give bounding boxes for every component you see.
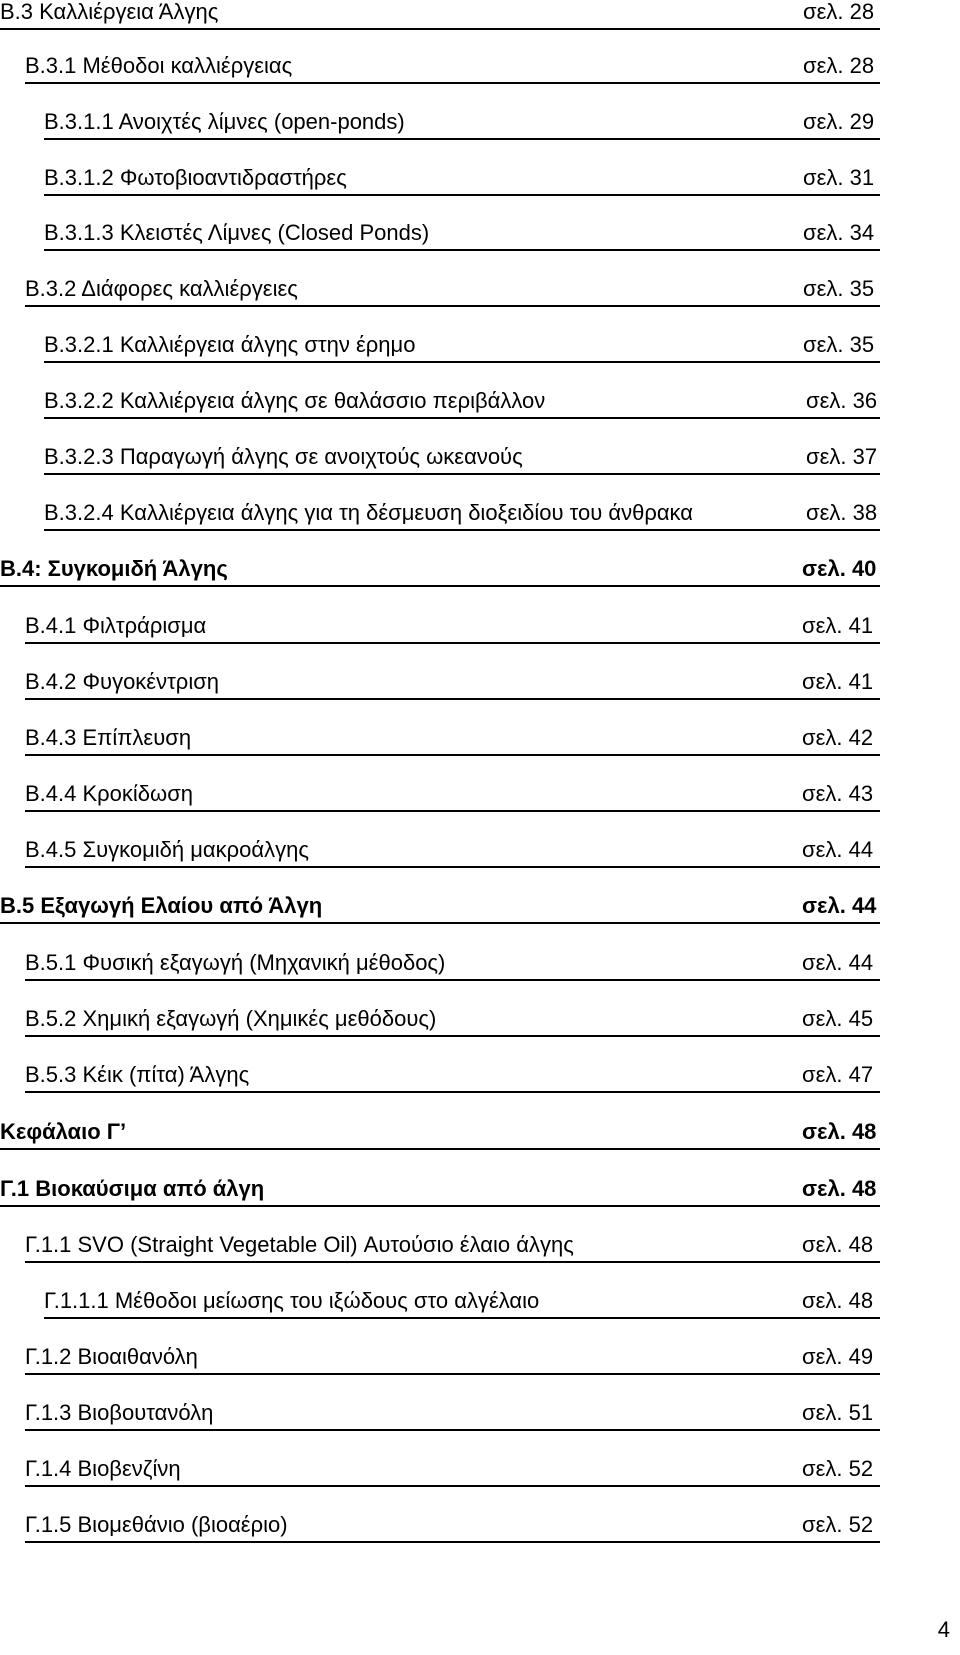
toc-entry-title: Β.3 Καλλιέργεια Άλγης bbox=[0, 0, 219, 24]
toc-entry-page: σελ. 52 bbox=[802, 1512, 874, 1537]
toc-entry[interactable] bbox=[44, 1289, 880, 1319]
toc-entry[interactable] bbox=[44, 501, 880, 531]
toc-entry-page: σελ. 28 bbox=[803, 53, 875, 78]
toc-entry-page: σελ. 44 bbox=[802, 893, 877, 918]
toc-entry[interactable] bbox=[44, 333, 880, 363]
toc-entry[interactable] bbox=[0, 1120, 880, 1150]
toc-entry[interactable] bbox=[25, 670, 880, 700]
toc-entry[interactable] bbox=[0, 1177, 880, 1207]
toc-entry[interactable] bbox=[25, 614, 880, 644]
toc-entry-page: σελ. 36 bbox=[806, 388, 878, 413]
toc-entry-title: Β.5.3 Κέικ (πίτα) Άλγης bbox=[25, 1062, 250, 1087]
toc-entry-page: σελ. 51 bbox=[802, 1400, 874, 1425]
toc-entry[interactable] bbox=[25, 1345, 880, 1375]
toc-entry-title: Β.4.2 Φυγοκέντριση bbox=[25, 669, 220, 694]
toc-entry-title: Γ.1.3 Βιοβουτανόλη bbox=[25, 1400, 214, 1425]
toc-entry[interactable] bbox=[25, 1457, 880, 1487]
toc-entry-page: σελ. 28 bbox=[803, 0, 875, 24]
toc-entry-page: σελ. 52 bbox=[802, 1456, 874, 1481]
toc-entry-title: Γ.1.1 SVO (Straight Vegetable Oil) Αυτούσιο έλαιο άλγης bbox=[25, 1232, 574, 1257]
toc-entry-title: Κεφάλαιο Γ’ bbox=[0, 1119, 127, 1144]
toc-entry-title: Β.3.2.2 Καλλιέργεια άλγης σε θαλάσσιο περιβάλλον bbox=[44, 388, 546, 413]
toc-entry[interactable] bbox=[44, 166, 880, 196]
toc-entry[interactable] bbox=[25, 1401, 880, 1431]
toc-entry-page: σελ. 44 bbox=[802, 837, 874, 862]
toc-entry-title: Β.3.2.4 Καλλιέργεια άλγης για τη δέσμευση διοξειδίου του άνθρακα bbox=[44, 500, 694, 525]
toc-entry[interactable] bbox=[0, 894, 880, 924]
toc-entry-title: Β.5.1 Φυσική εξαγωγή (Μηχανική μέθοδος) bbox=[25, 950, 446, 975]
toc-entry[interactable] bbox=[25, 782, 880, 812]
toc-entry-title: Β.3.1.2 Φωτοβιοαντιδραστήρες bbox=[44, 165, 347, 190]
toc-entry-page: σελ. 41 bbox=[802, 669, 874, 694]
toc-entry-title: Β.3.2 Διάφορες καλλιέργειες bbox=[25, 276, 298, 301]
toc-entry-page: σελ. 45 bbox=[802, 1006, 874, 1031]
toc-entry[interactable] bbox=[25, 1007, 880, 1037]
toc-entry-title: Β.4.1 Φιλτράρισμα bbox=[25, 613, 207, 638]
page-number: 4 bbox=[937, 1617, 950, 1642]
toc-entry-title: Β.3.1.1 Ανοιχτές λίμνες (open-ponds) bbox=[44, 109, 405, 134]
toc-entry-page: σελ. 44 bbox=[802, 950, 874, 975]
toc-entry[interactable] bbox=[44, 445, 880, 475]
toc-entry-title: Β.4.4 Κροκίδωση bbox=[25, 781, 194, 806]
toc-entry-page: σελ. 48 bbox=[802, 1232, 874, 1257]
toc-entry[interactable] bbox=[25, 1063, 880, 1093]
toc-entry-page: σελ. 35 bbox=[803, 332, 875, 357]
toc-entry[interactable] bbox=[25, 54, 880, 84]
toc-entry-page: σελ. 42 bbox=[802, 725, 874, 750]
toc-entry[interactable] bbox=[25, 277, 880, 307]
toc-entry-title: Γ.1.4 Βιοβενζίνη bbox=[25, 1456, 181, 1481]
toc-entry-page: σελ. 47 bbox=[802, 1062, 874, 1087]
toc-entry[interactable] bbox=[0, 557, 880, 587]
toc-entry[interactable] bbox=[25, 1233, 880, 1263]
toc-entry-title: Β.3.2.3 Παραγωγή άλγης σε ανοιχτούς ωκεανούς bbox=[44, 444, 523, 469]
toc-entry-title: Γ.1.5 Βιομεθάνιο (βιοαέριο) bbox=[25, 1512, 288, 1537]
toc-entry-title: Β.4.5 Συγκομιδή μακροάλγης bbox=[25, 837, 309, 862]
toc-entry-title: Β.5 Εξαγωγή Ελαίου από Άλγη bbox=[0, 893, 323, 918]
toc-entry[interactable] bbox=[25, 1513, 880, 1543]
toc-entry-title: Β.3.1.3 Κλειστές Λίμνες (Closed Ponds) bbox=[44, 220, 430, 245]
toc-entry-title: Β.3.1 Μέθοδοι καλλιέργειας bbox=[25, 53, 293, 78]
toc-entry-page: σελ. 41 bbox=[802, 613, 874, 638]
toc-entry-title: Β.4: Συγκομιδή Άλγης bbox=[0, 556, 228, 581]
toc-entry[interactable] bbox=[44, 221, 880, 251]
toc-entry-title: Β.5.2 Χημική εξαγωγή (Χημικές μεθόδους) bbox=[25, 1006, 437, 1031]
toc-entry[interactable] bbox=[25, 838, 880, 868]
toc-entry[interactable] bbox=[44, 389, 880, 419]
toc-entry-page: σελ. 48 bbox=[802, 1119, 877, 1144]
toc-entry-page: σελ. 49 bbox=[802, 1344, 874, 1369]
toc-entry-page: σελ. 48 bbox=[802, 1176, 877, 1201]
toc-entry-page: σελ. 29 bbox=[803, 109, 875, 134]
toc-entry-title: Γ.1.1.1 Μέθοδοι μείωσης του ιξώδους στο αλγέλαιο bbox=[44, 1288, 540, 1313]
toc-entry-page: σελ. 31 bbox=[803, 165, 875, 190]
toc-entry[interactable] bbox=[25, 951, 880, 981]
toc-entry-page: σελ. 38 bbox=[806, 500, 878, 525]
toc-entry[interactable] bbox=[25, 726, 880, 756]
toc-entry-title: Γ.1 Βιοκαύσιμα από άλγη bbox=[0, 1176, 265, 1201]
toc-entry-page: σελ. 43 bbox=[802, 781, 874, 806]
toc-entry-page: σελ. 37 bbox=[806, 444, 878, 469]
toc-entry-title: Β.4.3 Επίπλευση bbox=[25, 725, 192, 750]
toc-entry-page: σελ. 48 bbox=[802, 1288, 874, 1313]
toc-entry[interactable] bbox=[0, 0, 880, 30]
toc-entry[interactable] bbox=[44, 110, 880, 140]
toc-entry-page: σελ. 34 bbox=[803, 220, 875, 245]
toc-entry-page: σελ. 40 bbox=[802, 556, 877, 581]
toc-entry-title: Γ.1.2 Βιοαιθανόλη bbox=[25, 1344, 198, 1369]
toc-entry-page: σελ. 35 bbox=[803, 276, 875, 301]
toc-entry-title: Β.3.2.1 Καλλιέργεια άλγης στην έρημο bbox=[44, 332, 416, 357]
